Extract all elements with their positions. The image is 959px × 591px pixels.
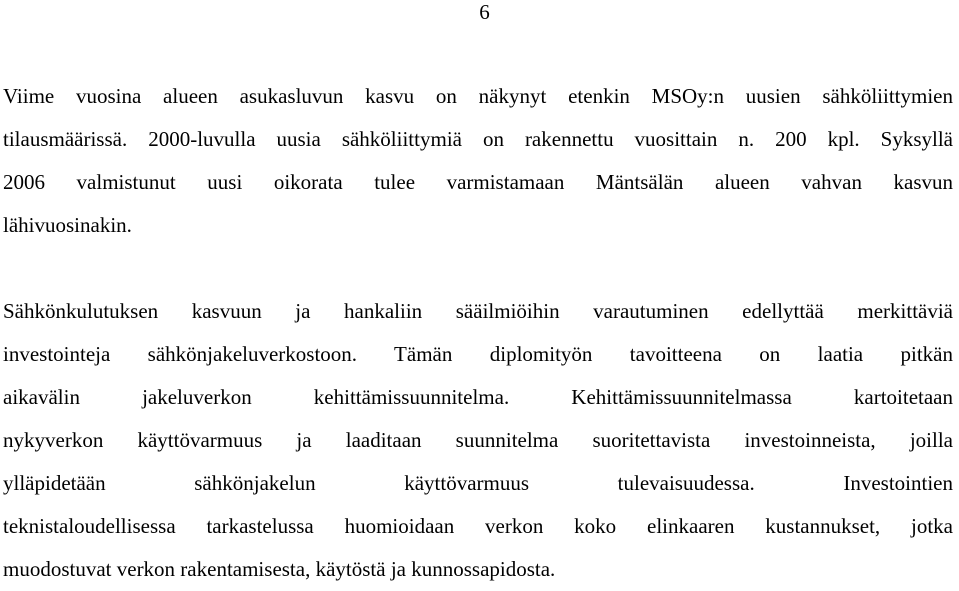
paragraph-1-line-4: lähivuosinakin.: [3, 213, 132, 237]
paragraph-2-line-7: muodostuvat verkon rakentamisesta, käytöstä ja kunnossapidosta.: [3, 557, 556, 581]
page-number: 6: [479, 0, 490, 24]
paragraph-2-line-6: teknistaloudellisessa tarkastelussa huomioidaan verkon koko elinkaaren kustannukset, jotka: [3, 514, 953, 538]
paragraph-1-line-3: 2006 valmistunut uusi oikorata tulee varmistamaan Mäntsälän alueen vahvan kasvun: [3, 170, 953, 194]
paragraph-1-line-1: Viime vuosina alueen asukasluvun kasvu on näkynyt etenkin MSOy:n uusien sähköliittymien: [3, 84, 953, 108]
paragraph-1-line-2: tilausmäärissä. 2000-luvulla uusia sähköliittymiä on rakennettu vuosittain n. 200 kpl. Syksyllä: [3, 127, 953, 151]
paragraph-2-line-4: nykyverkon käyttövarmuus ja laaditaan suunnitelma suoritettavista investoinneista, joilla: [3, 428, 953, 452]
paragraph-2-line-5: ylläpidetään sähkönjakelun käyttövarmuus tulevaisuudessa. Investointien: [3, 471, 953, 495]
paragraph-2-line-2: investointeja sähkönjakeluverkostoon. Tämän diplomityön tavoitteena on laatia pitkän: [3, 342, 953, 366]
paragraph-2-line-1: Sähkönkulutuksen kasvuun ja hankaliin sääilmiöihin varautuminen edellyttää merkittäviä: [3, 299, 953, 323]
paragraph-2-line-3: aikavälin jakeluverkon kehittämissuunnitelma. Kehittämissuunnitelmassa kartoitetaan: [3, 385, 953, 409]
paragraph-2: [3, 290, 953, 591]
paragraph-1: [3, 75, 953, 247]
